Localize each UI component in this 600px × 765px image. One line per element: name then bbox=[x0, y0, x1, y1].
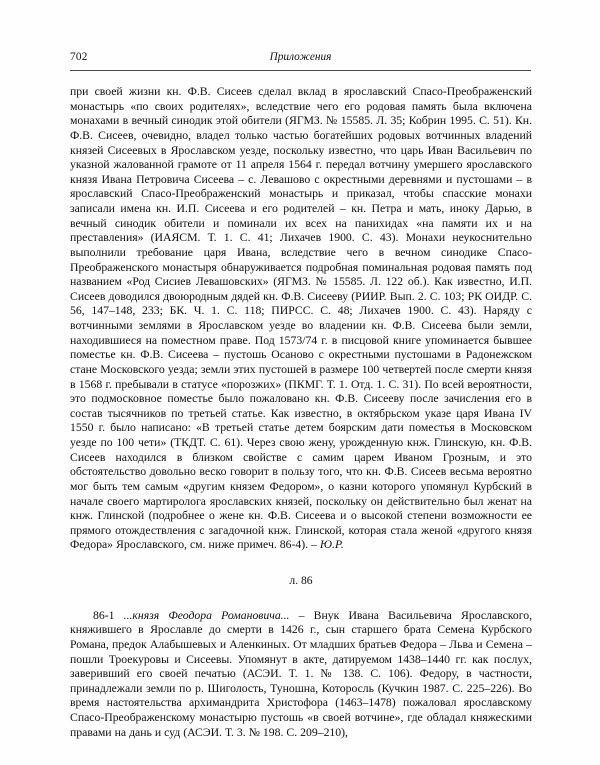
note-number-space bbox=[114, 609, 123, 622]
spacer-after-leaf-marker bbox=[70, 589, 532, 609]
page-number: 702 bbox=[70, 51, 88, 63]
note-dash: – bbox=[289, 608, 314, 622]
author-initials: Ю.Р. bbox=[319, 538, 344, 552]
note-lemma: ...князя Феодора Романовича... bbox=[123, 608, 290, 622]
leaf-marker: л. 86 bbox=[289, 574, 313, 587]
running-title: Приложения bbox=[269, 51, 332, 63]
paragraph-continued bbox=[70, 85, 532, 553]
paragraph-continued-text: при своей жизни кн. Ф.В. Сисеев сделал вклад в ярославский Спасо-Преображенский монастырь «по своих родителях», вследствие чего его родовая память была включена монахами в вечный синодик этой обители (ЯГМЗ. № 15585. Л. 35; Кобрин 1995. С. 51). Кн. Ф.В. Сисеев, очевидно, владел только частью богатейших родовых вотчинных владений князей Сисеевых в Ярославском уезде, поскольку известно, что царь Иван Васильевич по указной жалованной грамоте от 11 апреля 1564 г. передал вотчину умершего ярославского князя Ивана Петровича Сисеева – с. Левашово с окрестными деревнями и пустошами – в ярославский Спасо-Преображенский монастырь и приказал, чтобы спасские монахи записали имена кн. И.П. Сисеева и его родителей – кн. Петра и мать, иноку Дарью, в вечный синодик обители и поминали их всех на панихидах «на памяти их и на преставления» (ИАЯСМ. Т. 1. С. 41; Лихачев 1900. С. 43). Монахи неукоснительно выполнили требование царя Ивана, вследствие чего в вечном синодике Спасо-Преображенского монастыря обнаруживается подробная поминальная родовая память под названием «Род Сисиев Левашовских» (ЯГМЗ. № 15585. Л. 122 об.). Как известно, И.П. Сисеев доводился двоюродным дядей кн. Ф.В. Сисееву (РИИР. Вып. 2. С. 103; РК ОИДР. С. 56, 147–148, 233; БК. Ч. 1. С. 118; ПИРСС. С. 48; Лихачев 1900. С. 43). Наряду с вотчинными землями в Ярославском уезде во владении кн. Ф.В. Сисеева были земли, находившиеся на поместном праве. Под 1573/74 г. в писцовой книге упоминается бывшее поместье кн. Ф.В. Сисеева – пустошь Осаново с окрестными пустошами в Радонежском стане Московского уезда; земли этих пустошей в размере 100 четвертей после смерти князя в 1568 г. пребывали в статусе «порозжих» (ПКМГ. Т. 1. Отд. 1. С. 31). По всей вероятности, это подмосковное поместье было пожаловано кн. Ф.В. Сисееву после зачисления его в состав тысячников по третьей статье. Как известно, в октябрьском указе царя Ивана IV 1550 г. было написано: «В третьей статье детем боярским дати поместья в Московском уезде по 100 чети» (ТКДТ. С. 61). Через свою жену, урожденную кнж. Глинскую, кн. Ф.В. Сисеев находился в близком свойстве с самим царем Иваном Грозным, и это обстоятельство довольно веско говорит в пользу того, что кн. Ф.В. Сисеев весьма вероятно мог быть тем самым «другим князем Федором», о казни которого упомянул Курбский в начале своего мартиролога ярославских князей, поскольку он действительно был женат на кнж. Глинской (подробнее о жене кн. Ф.В. Сисеева и о высокой степени возможности ее прямого отождествления с загадочной кнж. Глинской, которая стала женой «другого князя Федора» Ярославского, см. ниже примеч. 86-4). – bbox=[70, 85, 532, 552]
header-rule bbox=[70, 70, 531, 71]
running-head bbox=[70, 50, 531, 67]
note-body-text: Внук Ивана Васильевича Ярославского, княжившего в Ярославле до смерти в 1426 г., сын старшего брата Семена Курбского Романа, предок Алабышевых и Аленкиных. От младших братьев Федора – Льва и Семена – пошли Троекуровы и Сисеевы. Упомянут в акте, датируемом 1438–1440 гг. как послух, заверивший его своей печатью (АСЭИ. Т. 1. № 138. С. 106). Федору, в частности, принадлежали земли по р. Шиголость, Туношна, Которосль (Кучкин 1987. С. 225–226). Во время настоятельства архимандрита Христофора (1463–1478) пожаловал ярославскому Спасо-Преображенскому монастырю пустошь «в своей вотчине», где обладал княжескими правами на дань и суд (АСЭИ. Т. 3. № 198. С. 209–210), bbox=[70, 608, 532, 739]
note-86-1 bbox=[70, 609, 532, 741]
note-number: 86-1 bbox=[93, 608, 115, 622]
body-text-column bbox=[70, 85, 532, 740]
spacer-before-leaf-marker bbox=[70, 553, 532, 574]
